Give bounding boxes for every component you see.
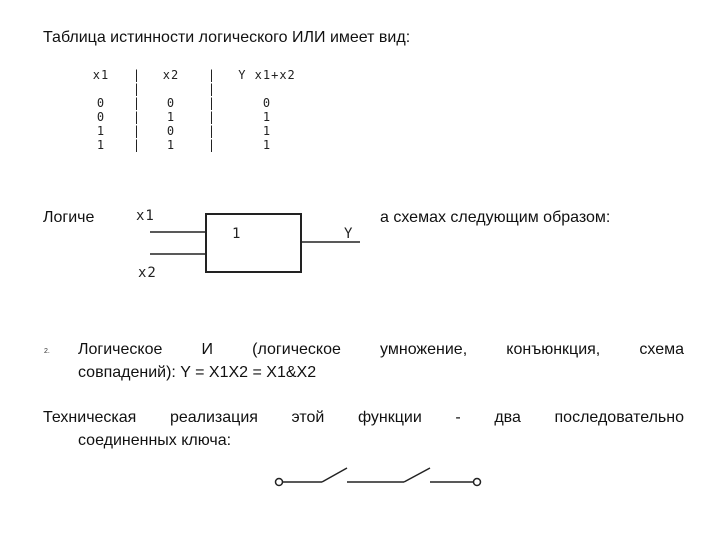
- gate-input-x2: x2: [138, 265, 157, 281]
- table-header: x1: [92, 68, 110, 82]
- gate-symbol: 1: [232, 226, 242, 242]
- tech-word: последовательно: [554, 409, 684, 426]
- table-header: Y x1+x2: [238, 68, 296, 82]
- tech-word: реализация: [169, 409, 258, 426]
- switch-2: [404, 468, 430, 482]
- switch-1: [322, 468, 347, 482]
- table-separator: | | | | | |: [207, 68, 217, 152]
- tech-word: функции: [357, 409, 422, 426]
- table-cell: 1: [96, 124, 106, 138]
- item2-line2: совпадений): Y = X1X2 = X1&X2: [78, 364, 317, 381]
- tech-word: -: [455, 409, 461, 426]
- logic-line-left: Логиче: [43, 209, 95, 226]
- item-number: 2.: [44, 348, 50, 355]
- table-cell: 1: [262, 110, 272, 124]
- item2-word: (логическое: [252, 341, 341, 358]
- item2-word: Логическое: [78, 341, 163, 358]
- tech-line2: соединенных ключа:: [78, 432, 232, 449]
- tech-word: два: [494, 409, 521, 426]
- terminal-right: [474, 479, 481, 486]
- table-cell: 1: [262, 138, 272, 152]
- table-cell: 1: [166, 138, 176, 152]
- table-cell: 0: [262, 96, 272, 110]
- table-cell: 0: [96, 96, 106, 110]
- gate-output-y: Y: [344, 226, 354, 242]
- gate-input-x1: x1: [136, 208, 155, 224]
- item2-word: схема: [639, 341, 685, 358]
- table-cell: 1: [166, 110, 176, 124]
- table-header: x2: [162, 68, 180, 82]
- item2-word: умножение,: [380, 341, 468, 358]
- table-cell: 1: [262, 124, 272, 138]
- table-cell: 0: [166, 124, 176, 138]
- table-cell: 0: [166, 96, 176, 110]
- table-cell: 0: [96, 110, 106, 124]
- intro-text: Таблица истинности логического ИЛИ имеет вид:: [43, 29, 411, 46]
- tech-word: этой: [291, 409, 325, 426]
- item2-word: И: [201, 341, 214, 358]
- table-separator: | | | | | |: [132, 68, 142, 152]
- logic-line-right: а схемах следующим образом:: [380, 209, 611, 226]
- terminal-left: [276, 479, 283, 486]
- table-cell: 1: [96, 138, 106, 152]
- tech-word: Техническая: [43, 409, 137, 426]
- item2-word: конъюнкция,: [506, 341, 601, 358]
